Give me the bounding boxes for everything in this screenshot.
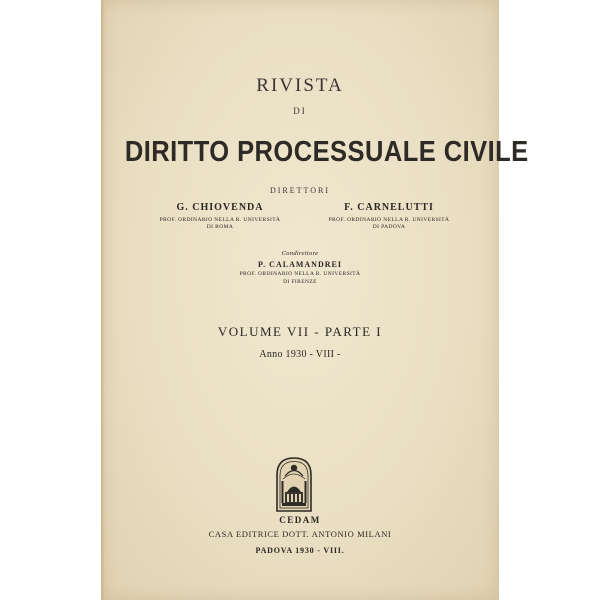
volume-part: VOLUME VII - PARTE I xyxy=(217,324,383,339)
journal-title: DIRITTO PROCESSUALE CIVILE xyxy=(124,136,529,168)
director-left-title: PROF. ORDINARIO NELLA R. UNIVERSITÀ xyxy=(159,217,281,223)
year-line: Anno 1930 - VIII - xyxy=(259,349,341,360)
director-left-name: G. CHIOVENDA xyxy=(176,202,264,213)
director-left xyxy=(145,202,295,231)
condirector-label: Condirettore xyxy=(281,250,319,257)
publisher-house: CASA EDITRICE DOTT. ANTONIO MILANI xyxy=(208,529,392,539)
director-right-name: F. CARNELUTTI xyxy=(344,202,434,213)
condirector-city: DI FIRENZE xyxy=(283,279,317,285)
condirector-title: PROF. ORDINARIO NELLA R. UNIVERSITÀ xyxy=(239,271,361,277)
journal-name-line2: DI xyxy=(293,106,307,116)
director-right-city: DI PADOVA xyxy=(372,224,406,230)
cedam-emblem-icon xyxy=(274,455,314,513)
director-right xyxy=(314,202,464,231)
publisher-city-year: PADOVA 1930 - VIII. xyxy=(255,546,345,555)
director-right-title: PROF. ORDINARIO NELLA R. UNIVERSITÀ xyxy=(328,217,450,223)
journal-name-line1: RIVISTA xyxy=(256,75,344,96)
publisher-name: CEDAM xyxy=(279,515,321,525)
director-left-city: DI ROMA xyxy=(206,224,234,230)
condirector-name: P. CALAMANDREI xyxy=(258,260,342,269)
directors-label: DIRETTORI xyxy=(269,186,331,195)
